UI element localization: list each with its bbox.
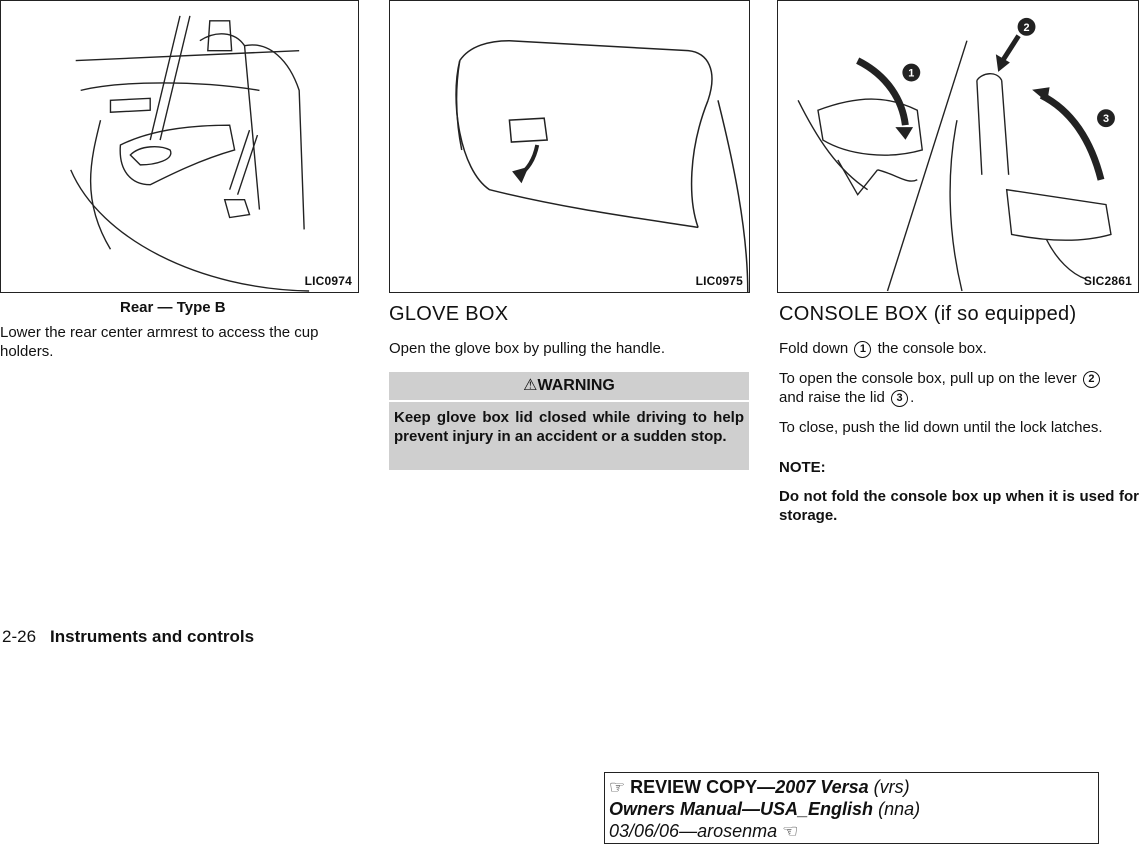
review-model-code: (vrs) [873, 777, 910, 797]
glove-box-heading: GLOVE BOX [389, 303, 509, 325]
review-line-1 [609, 776, 1094, 798]
review-model: 2007 Versa [775, 777, 869, 797]
note-text: Do not fold the console box up when it is used for storage. [779, 488, 1139, 524]
figure-code: SIC2861 [1083, 274, 1132, 288]
review-copy-box [604, 772, 1099, 844]
console-box-heading: CONSOLE BOX (if so equipped) [779, 303, 1077, 325]
pointing-hand-left-icon: ☜ [782, 821, 799, 841]
console-step-2 [779, 369, 1139, 407]
step1-pre: Fold down [779, 340, 849, 357]
rear-seat-armrest-illustration [1, 1, 358, 292]
rear-text-line-1: Lower the rear center armrest to access the cup [0, 324, 319, 341]
pointing-hand-icon: ☞ [609, 777, 626, 797]
review-line-2 [609, 798, 1094, 820]
rear-seat-figure [0, 0, 359, 293]
warning-text: Keep glove box lid closed while driving to help prevent injury in an accident or a sudden stop. [389, 402, 749, 470]
warning-title: WARNING [537, 377, 615, 394]
callout-1: 1 [908, 67, 915, 80]
rear-text-line-2: holders. [0, 343, 54, 360]
step1-post: the console box. [877, 340, 987, 357]
section-title: Instruments and controls [50, 627, 255, 646]
callout-2: 2 [1023, 21, 1030, 34]
page-number: 2-26 [2, 627, 37, 646]
warning-header [389, 372, 749, 400]
console-step-3: To close, push the lid down until the lock latches. [779, 419, 1103, 436]
callout-ref-1: 1 [854, 341, 871, 358]
console-step-1 [779, 339, 1139, 358]
page-footer [2, 627, 254, 647]
review-label: REVIEW COPY— [630, 777, 776, 797]
note-label: NOTE: [779, 459, 826, 476]
glove-box-text: Open the glove box by pulling the handle. [389, 340, 666, 357]
review-date: 03/06/06—arosenma [609, 821, 778, 841]
figure-code: LIC0974 [304, 274, 352, 288]
figure-code: LIC0975 [695, 274, 743, 288]
warning-icon: ⚠ [523, 377, 538, 394]
step2-post: . [910, 389, 915, 406]
review-lang-code: (nna) [878, 799, 921, 819]
rear-caption: Rear — Type B [120, 299, 226, 316]
glove-box-illustration [390, 1, 749, 292]
step2-pre: To open the console box, pull up on the lever [779, 370, 1077, 387]
console-box-figure [777, 0, 1139, 293]
console-box-illustration [778, 1, 1138, 292]
callout-3: 3 [1102, 113, 1110, 126]
callout-ref-2: 2 [1083, 371, 1100, 388]
review-manual: Owners Manual—USA_English [609, 799, 874, 819]
review-line-3 [609, 820, 1094, 842]
glove-box-figure [389, 0, 750, 293]
step2-mid: and raise the lid [779, 389, 885, 406]
rear-body-text [0, 323, 362, 361]
callout-ref-3: 3 [891, 390, 908, 407]
